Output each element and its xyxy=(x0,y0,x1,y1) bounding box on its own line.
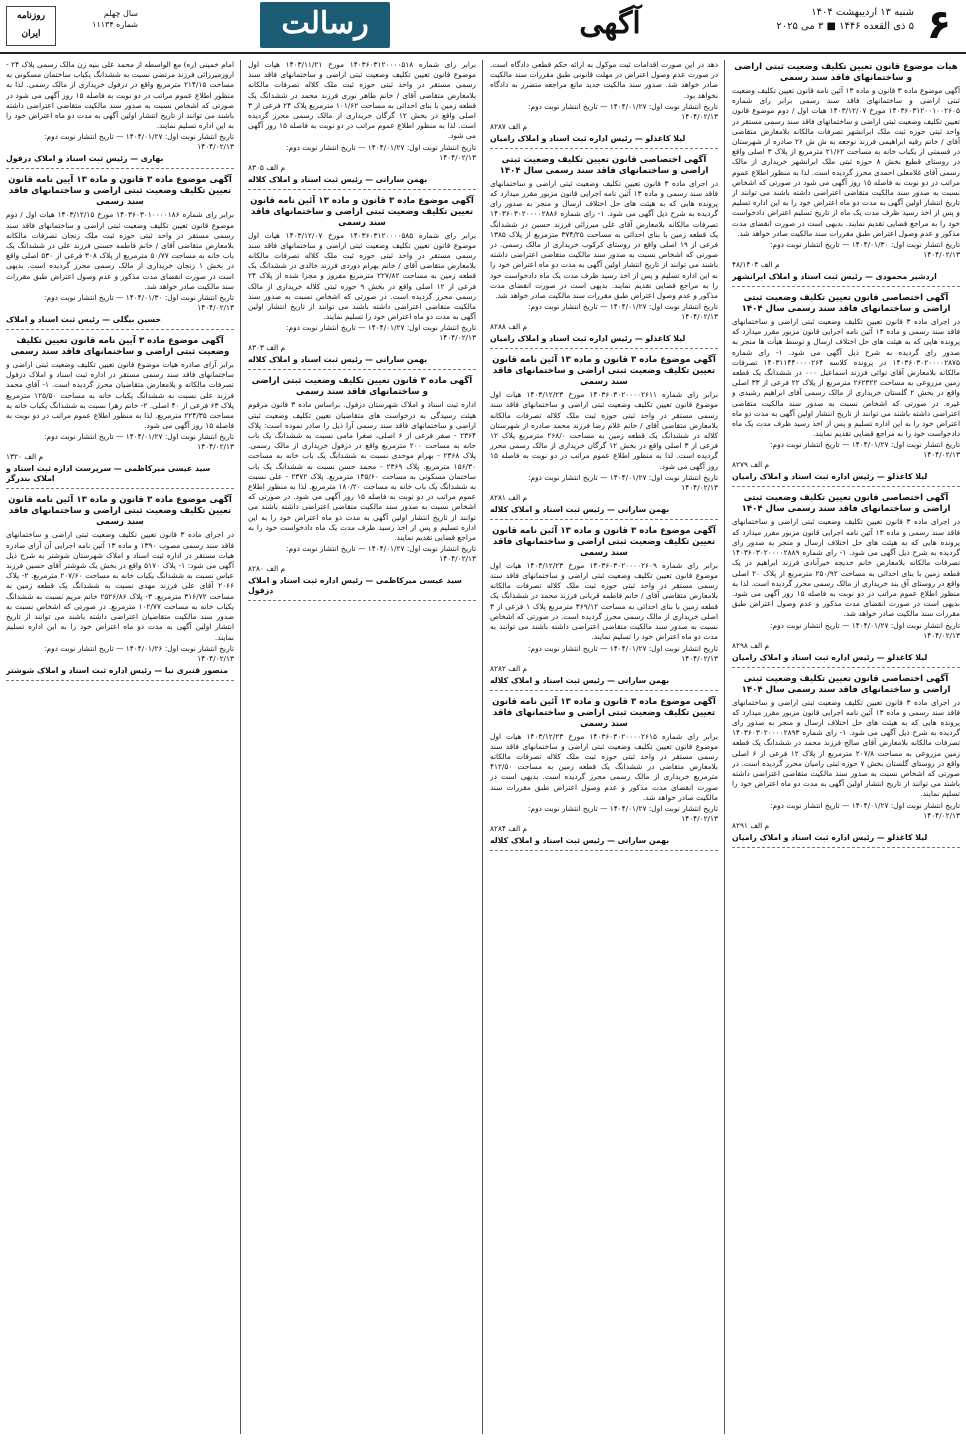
newspaper-logo: رسالت xyxy=(260,2,390,48)
page-number: ۶ xyxy=(926,2,952,48)
notice-dates: تاریخ انتشار نوبت اول: ۱۴۰۴/۰۱/۲۷ — تاریخ انتشار نوبت دوم: ۱۴۰۴/۰۲/۱۳ xyxy=(286,142,476,162)
notice xyxy=(6,495,234,680)
mini-logo-line-2: ایران xyxy=(21,29,41,39)
notice-body: آگهی موضوع ماده ۳ قانون و ماده ۱۳ آئین نامه قانون تعیین تکلیف وضعیت ثبتی اراضی و ساختمانهای فاقد سند رسمی برابر رای شماره ۱۴۰۳۶۰۳۱۲۰۰۱۰۰۲۶۰۵ مورخ ۱۴۰۳/۱۲/۰۷ هیات اول / دوم موضوع قانون تعیین تکلیف وضعیت ثبتی اراضی و ساختمانهای فاقد سند رسمی مستقر در واحد ثبتی حوزه ثبت ملک ابرانشهر تصرفات مالکانه بلامعارض متقاضی آقای / خانم رقیه ابراهیمی فرزند نوجعه به ش ش ۲۶ صادره از شهرستان در قسمتی از یکباب خانه به مساحت ۲۱/۶۲ مترمربع از پلاک ۳ اصلی واقع در روستای قطیع بخش ۸ حوزه ثبتی ملک ابرانشهر خریداری از مالک رسمی آقای غلامعلی احمدی محرز گردیده است. لذا به منظور اطلاع عموم مراتب در دو نوبت به فاصله ۱۵ روز آگهی می شود در صورتی که اشخاص نسبت به صدور سند مالکیت متقاضی اعتراضی داشته باشند می توانند از تاریخ انتشار اولین آگهی به مدت دو ماه اعتراض خود را به این اداره تسلیم و پس از اخذ رسید ظرف مدت یک ماه از تاریخ تسلیم اعتراض دادخواست خود را به مراجع قضایی تقدیم نمایند. بدیهی است در صورت انقضای مدت مذکور و عدم وصول اعتراض طبق مقررات سند مالکیت صادر خواهد شد. xyxy=(732,86,960,238)
notice-dates: تاریخ انتشار نوبت اول: ۱۴۰۴/۰۱/۲۷ — تاریخ انتشار نوبت دوم: ۱۴۰۴/۰۲/۱۳ xyxy=(770,440,960,460)
notice-dates: تاریخ انتشار نوبت اول: ۱۴۰۴/۰۱/۳۰ — تاریخ انتشار نوبت دوم: ۱۴۰۴/۰۲/۱۳ xyxy=(770,240,960,260)
volume-year: سال چهلم xyxy=(103,9,138,18)
notice-body: در اجرای ماده ۳ قانون تعیین تکلیف وضعیت ثبتی اراضی و ساختمانهای فاقد سند رسمی مصوب ۱۳۹۰ و ماده ۱۳ آئین نامه اجرایی آن آرای صادره هیات مستقر در اداره ثبت اسناد و املاک شهرستان شوشتر به شرح ذیل آگهی می شود: ۱- پلاک ۵۱۷۰ واقع در بخش یک شوشتر آقای حسین فرزند عباس نسبت به ششدانگ یکباب خانه به مساحت ۲۰۷/۶۰ مترمربع. ۲- پلاک ۲۰۶۶ آقای علی فرزند مهدی نسبت به ششدانگ یک قطعه زمین به مساحت ۳۱۶/۷۲ مترمربع. ۳- پلاک ۲۵۲۶/۸۶ خانم مریم نسبت به ششدانگ یکباب خانه به مساحت ۱۰۲/۷۷ مترمربع. در صورتی که اشخاص نسبت به صدور سند مالکیت متقاضیان اعتراضی داشته باشند می توانند از تاریخ انتشار اولین آگهی به مدت دو ماه اعتراض خود را به این اداره تسلیم نمایند. xyxy=(6,530,234,642)
notice-dates: تاریخ انتشار نوبت اول: ۱۴۰۴/۰۱/۲۷ — تاریخ انتشار نوبت دوم: ۱۴۰۴/۰۲/۱۳ xyxy=(770,620,960,640)
notice-body: برابر رای شماره ۱۴۰۳۶۰۳۰۲۰۰۰۰۲۶۱۵ مورخ ۱۴۰۳/۱۲/۲۳ هیات اول موضوع قانون تعیین تکلیف وضعیت ثبتی اراضی و ساختمانهای فاقد سند رسمی مستقر در واحد ثبتی حوزه ثبت ملک کلاله تصرفات مالکانه بلامعارض متقاضی در ششدانگ یک قطعه زمین به مساحت ۴۱۲/۵۰ مترمربع خریداری از مالک رسمی محرز گردیده است. بدیهی است در صورت انقضای مدت مذکور و عدم وصول اعتراض طبق مقررات سند مالکیت صادر خواهد شد. xyxy=(490,731,718,802)
notice xyxy=(732,293,960,487)
notice xyxy=(248,376,476,601)
notice-title: آگهی موضوع ماده ۳ قانون و ماده ۱۳ آیین نامه قانون تعیین تکلیف وضعیت ثبتی اراضی و ساختمانهای فاقد سند رسمی xyxy=(8,175,232,208)
notice xyxy=(490,526,718,691)
notice-signature: اردشیر محمودی — رئیس ثبت اسناد و املاک ابرانشهر xyxy=(732,272,937,282)
notice xyxy=(732,62,960,287)
notice-title: آگهی اختصاصی قانون تعیین تکلیف وضعیت ثبتی اراضی و ساختمانهای فاقد سند رسمی سال ۱۴۰۴ xyxy=(741,493,951,515)
notice xyxy=(732,493,960,667)
notice-signature: لیلا کاغذلو — رئیس اداره ثبت اسناد و املاک رامیان xyxy=(732,472,928,482)
notice-body: در اجرای ماده ۳ قانون تعیین تکلیف وضعیت ثبتی اراضی و ساختمانهای فاقد سند رسمی و ماده ۱۳ آئین نامه اجرایی قانون مزبور مقرر میدارد که پرونده هایی که به هیئت های حل اختلاف ارسال و منجر به صدور رای گردیده به شرح ذیل آگهی می شود. ۱- رای شماره ۱۴۰۳۶۰۳۰۲۰۰۰۰۲۸۸۶ تصرفات مالکانه بلامعارض آقای علی میرزائی فرزند حسین در ششدانگ یک قطعه زمین با بنای احداثی به مساحت ۳۷۴/۲۵ مترمربع از پلاک ۱۳۸۵ فرعی از ۱۹ اصلی واقع در روستای کرکوب خریداری از مالک رسمی. در صورتی که اشخاص نسبت به صدور سند مالکیت متقاضی اعتراضی داشته باشند می توانند از تاریخ انتشار اولین آگهی به مدت دو ماه اعتراض خود را به این اداره تسلیم و پس از اخذ رسید ظرف مدت یک ماه دادخواست خود را به مراجع قضایی تقدیم نمایند. بدیهی است در صورت انقضای مدت مذکور و عدم وصول اعتراض طبق مقررات سند مالکیت صادر خواهد شد. xyxy=(490,178,718,301)
notice-dates: تاریخ انتشار نوبت اول: ۱۴۰۴/۰۱/۲۷ — تاریخ انتشار نوبت دوم: ۱۴۰۴/۰۲/۱۳ xyxy=(528,302,718,322)
notice-dates: تاریخ انتشار نوبت اول: ۱۴۰۴/۰۱/۲۶ — تاریخ انتشار نوبت دوم: ۱۴۰۴/۰۲/۱۳ xyxy=(44,643,234,663)
column-2 xyxy=(490,60,718,1434)
notice-body: برابر رای شماره ۱۴۰۳۶۰۳۱۲۰۰۰۰۵۱۸ مورخ ۱۴۰۳/۱۱/۲۱ هیات اول موضوع قانون تعیین تکلیف وضعیت ثبتی اراضی و ساختمانهای فاقد سند رسمی مستقر در واحد ثبتی حوزه ثبت ملک کلاله تصرفات مالکانه بلامعارض متقاضی آقای / خانم طاهر نوری فرزند محمد در ششدانگ یک قطعه زمین با بنای احداثی به مساحت ۱۰۱/۶۲ مترمربع پلاک ۲۴ فرعی از ۳ اصلی واقع در بخش ۱۲ گرگان خریداری از مالک رسمی محرز گردیده است. لذا به منظور اطلاع عموم مراتب در دو نوبت به فاصله ۱۵ روز آگهی می شود. xyxy=(248,60,476,141)
notice-dates: تاریخ انتشار نوبت اول: ۱۴۰۴/۰۱/۲۷ — تاریخ انتشار نوبت دوم: ۱۴۰۴/۰۲/۱۳ xyxy=(44,432,234,452)
notice-body: در اجرای ماده ۳ قانون تعیین تکلیف وضعیت ثبتی اراضی و ساختمانهای فاقد سند رسمی و ماده ۱۳ آئین نامه اجرایی قانون مزبور مقرر میدارد که پرونده هایی که به هیئت های حل اختلاف ارسال و توسط هیأت ها منجر به صدور رای گردیده به شرح ذیل آگهی می شود. ۱- رای شماره ۱۴۰۳۶۰۳۰۲۰۰۰۰۲۸۷۵ در پرونده کلاسه ۱۴۰۳۱۱۴۴۰۰۰۰۲۶۴ تصرفات مالکانه بلامعارض آقای نوائی فرزند اسماعیل ۰۰۰ در ششدانگ یک قطعه زمین مزروعی به مساحت ۲۶۲۳۲۲ مترمربع از پلاک ۲۲ فرعی از ۳۳ اصلی واقع در بخش ۲ گلستان خریداری از مالک رسمی آقای ابراهیم رشیدی و غیره. در صورتی که اشخاص نسبت به صدور سند مالکیت متقاضی اعتراضی داشته باشند می توانند از تاریخ انتشار اولین آگهی به مدت دو ماه اعتراض خود را به این اداره تسلیم و پس از اخذ رسید ظرف مدت یک ماه دادخواست خود را به مراجع قضایی تقدیم نمایند. xyxy=(732,317,960,439)
notice xyxy=(248,60,476,190)
notice-code: م الف ۸۳۰۳ xyxy=(248,343,286,353)
notice-signature: بهمن سارانی — رئیس ثبت اسناد و املاک کلاله xyxy=(248,355,428,365)
notice-dates: تاریخ انتشار نوبت اول: ۱۴۰۴/۰۱/۲۷ — تاریخ انتشار نوبت دوم: ۱۴۰۴/۰۲/۱۳ xyxy=(770,800,960,820)
notice xyxy=(732,674,960,848)
notice-code: م الف ۸۲۸۷ xyxy=(490,121,528,131)
column-1 xyxy=(732,60,960,1434)
notice-code: م الف ۸۲۸۰ xyxy=(248,564,286,574)
notice-title: آگهی اختصاصی قانون تعیین تکلیف وضعیت ثبتی اراضی و ساختمانهای فاقد سند رسمی سال ۱۴۰۴ xyxy=(499,154,709,176)
notice-dates: تاریخ انتشار نوبت اول: ۱۴۰۴/۰۱/۲۷ — تاریخ انتشار نوبت دوم: ۱۴۰۴/۰۲/۱۳ xyxy=(286,323,476,343)
notice xyxy=(6,175,234,330)
notice-signature: لیلا کاغذلو — رئیس اداره ثبت اسناد و املاک رامیان xyxy=(732,652,928,662)
column-divider xyxy=(240,60,241,1434)
notice-signature: بهمن سارانی — رئیس ثبت اسناد و املاک کلاله xyxy=(490,504,670,514)
notice-signature: لیلا کاغذلو — رئیس اداره ثبت اسناد و املاک رامیان xyxy=(732,832,928,842)
notice-signature: لیلا کاغذلو — رئیس اداره ثبت اسناد و املاک رامیان xyxy=(490,334,686,344)
notice xyxy=(490,60,718,149)
notice-signature: بهمن سارانی — رئیس ثبت اسناد و املاک کلاله xyxy=(248,174,428,184)
notice-title: آگهی موضوع ماده ۳ آیین نامه قانون تعیین تکلیف وضعیت ثبتی اراضی و ساختمانهای فاقد سند رسمی xyxy=(10,336,230,358)
notice-code: م الف ۸۳۰۵ xyxy=(248,162,286,172)
notice-signature: لیلا کاغذلو — رئیس اداره ثبت اسناد و املاک رامیان xyxy=(490,133,686,143)
hijri-gregorian-date: ۵ ذی القعده ۱۴۴۶ ■ ۳ می ۲۰۲۵ xyxy=(776,21,914,32)
notice-signature: بهاری — رئیس ثبت اسناد و املاک دزفول xyxy=(6,154,164,164)
issue-meta xyxy=(58,8,138,30)
notice-code: م الف ۱۳۲۰ xyxy=(6,452,44,462)
notice-code: م الف ۸۲۸۴ xyxy=(490,823,528,833)
notice-code: م الف ۸۲۷۹ xyxy=(732,460,770,470)
notice-code: م الف ۴۸/۱۴۰۴ xyxy=(732,260,780,270)
notice-dates: تاریخ انتشار نوبت اول: ۱۴۰۴/۰۱/۲۷ — تاریخ انتشار نوبت دوم: ۱۴۰۴/۰۲/۱۳ xyxy=(528,803,718,823)
notice-body: برابر آرای صادره هیات موضوع قانون تعیین تکلیف وضعیت ثبتی اراضی و ساختمانهای فاقد سند رسمی مستقر در اداره ثبت اسناد و املاک دزفول تصرفات مالکانه و بلامعارض متقاضیان محرز گردیده است. ۱- آقای محمد فرزند علی نسبت به ششدانگ یکباب خانه به مساحت ۱۲۵/۵۰ مترمربع پلاک ۶۳ فرعی از ۴۰ اصلی. ۲- خانم زهرا نسبت به ششدانگ یکباب خانه به مساحت ۲۲۴/۳۵ مترمربع. لذا به منظور اطلاع عموم مراتب در دو نوبت به فاصله ۱۵ روز آگهی می شود. xyxy=(6,360,234,431)
notice-body: برابر رای شماره ۱۴۰۳۶۰۳۱۲۰۰۰۰۵۸۵ مورخ ۱۴۰۳/۱۲/۰۷ هیات اول موضوع قانون تعیین تکلیف وضعیت ثبتی اراضی و ساختمانهای فاقد سند رسمی مستقر در واحد ثبتی حوزه ثبت ملک کلاله تصرفات مالکانه بلامعارض متقاضی آقای / خانم بهرام دوردی فرزند خالدی در ششدانگ یک قطعه زمین به مساحت ۲۲۷/۸۲ مترمربع مفروز و مجزا شده از پلاک ۲۴ فرعی از ۱۲ اصلی واقع در بخش ۹ حوزه ثبتی کلاله خریداری از مالک رسمی محرز گردیده است. در صورتی که اشخاص نسبت به صدور سند مالکیت متقاضی اعتراضی داشته باشند می توانند از تاریخ انتشار اولین آگهی به مدت دو ماه اعتراض خود را تسلیم نمایند. xyxy=(248,230,476,322)
date-block xyxy=(704,6,914,34)
notice-body: در اجرای ماده ۳ قانون تعیین تکلیف وضعیت ثبتی اراضی و ساختمانهای فاقد سند رسمی و ماده ۱۳ آئین نامه اجرایی قانون مزبور مقرر میدارد که پرونده هایی که به هیئت های حل اختلاف ارسال و منجر به صدور رای گردیده به شرح ذیل آگهی می شود. ۱- رای شماره ۱۴۰۳۶۰۳۰۲۰۰۰۰۲۸۸۹ تصرفات مالکانه بلامعارض خانم خدیجه خیرآبادی فرزند ابراهیم در یک قطعه زمین با بنای احداثی به مساحت ۲۵۰/۹۲ مترمربع از پلاک ۲۰ اصلی واقع در روستای آق بند خریداری از مالک رسمی محرز گردیده است. لذا به منظور اطلاع عموم مراتب در دو نوبت به فاصله ۱۵ روز آگهی می شود. بدیهی است در صورت انقضای مدت مذکور و عدم وصول اعتراض طبق مقررات سند مالکیت صادر خواهد شد. xyxy=(732,517,960,619)
notice xyxy=(248,196,476,371)
notice-dates: تاریخ انتشار نوبت اول: ۱۴۰۴/۰۱/۳۰ — تاریخ انتشار نوبت دوم: ۱۴۰۴/۰۲/۱۳ xyxy=(44,293,234,313)
notice-code: م الف ۸۲۸۲ xyxy=(490,663,528,673)
notice-body: اداره ثبت اسناد و املاک شهرستان دزفول. براساس ماده ۳ قانون مرقوم هیئت رسیدگی به درخواست های متقاضیان تعیین تکلیف وضعیت ثبتی اراضی و ساختمانهای فاقد سند رسمی آرا ذیل را صادر نموده است: پلاک ۲۳۶۴ - صفر فرعی از ۶ اصلی، صغرا مامی نسبت به ششدانگ یک باب خانه به مساحت ۲۰۰ مترمربع واقع در دزفول خریداری از مالک رسمی. پلاک ۲۳۶۸ - بهرام موحدی نسبت به ششدانگ یک باب خانه به مساحت ۱۵۶/۳۰ مترمربع. پلاک ۲۳۶۹ - محمد حسن نسبت به ششدانگ یک باب ساختمان مسکونی به مساحت ۱۴۵/۶۰ مترمربع. پلاک ۲۳۷۲ - علی نسبت به ششدانگ یک باب خانه به مساحت ۱۸۰/۲۰ مترمربع. لذا به منظور اطلاع عموم مراتب در دو نوبت به فاصله ۱۵ روز آگهی می شود. در صورتی که اشخاص نسبت به صدور سند مالکیت متقاضی اعتراضی داشته باشند می توانند از تاریخ انتشار اولین آگهی به مدت دو ماه اعتراض خود را به این اداره تسلیم و پس از اخذ رسید ظرف مدت یک ماه دادخواست خود را به مراجع قضایی تقدیم نمایند. xyxy=(248,400,476,543)
mini-logo-line-1: روزنامه xyxy=(17,11,45,21)
notice xyxy=(490,355,718,520)
mini-logo xyxy=(6,6,56,46)
notice-title: هیات موضوع قانون تعیین تکلیف وضعیت ثبتی اراضی و ساختمانهای فاقد سند رسمی xyxy=(734,62,958,83)
notice-signature: منصور قنبری نیا — رئیس اداره ثبت اسناد و املاک شوشتر xyxy=(6,665,228,675)
notice-code: م الف ۸۲۹۸ xyxy=(732,640,770,650)
notice-dates: تاریخ انتشار نوبت اول: ۱۴۰۴/۰۱/۲۷ — تاریخ انتشار نوبت دوم: ۱۴۰۴/۰۲/۱۳ xyxy=(44,132,234,152)
notice-title: آگهی اختصاصی قانون تعیین تکلیف وضعیت ثبتی اراضی و ساختمانهای فاقد سند رسمی سال ۱۴۰۴ xyxy=(741,293,951,315)
notice xyxy=(6,336,234,489)
notice-body: برابر رای شماره ۱۴۰۳۶۰۳۰۱۰۰۰۰۱۸۶ مورخ ۱۴۰۳/۱۲/۱۵ هیات اول / دوم موضوع قانون تعیین تکلیف وضعیت ثبتی اراضی و ساختمانهای فاقد سند رسمی مستقر در واحد ثبتی حوزه ثبت ملک زنجان تصرفات مالکانه بلامعارض متقاضی آقای / خانم فاطمه حسنی فرزند علی در ششدانگ یک باب خانه به مساحت ۵۰/۷۷ مترمربع از پلاک ۳۰۸ فرعی از ۵۳۰ اصلی واقع در بخش ۱ زنجان خریداری از مالک رسمی محرز گردیده است. بدیهی است در صورت انقضای مدت مذکور و عدم وصول اعتراض طبق مقررات سند مالکیت صادر خواهد شد. xyxy=(6,210,234,291)
notice-title: آگهی موضوع ماده ۳ قانون و ماده ۱۳ آئین نامه قانون تعیین تکلیف وضعیت ثبتی اراضی و ساختمانهای فاقد سند رسمی xyxy=(492,525,716,558)
column-4 xyxy=(6,60,234,1434)
notice-signature: حسین بیگلی — رئیس ثبت اسناد و املاک xyxy=(6,315,161,325)
notice-signature: بهمن سارانی — رئیس ثبت اسناد و املاک کلاله xyxy=(490,835,670,845)
column-divider xyxy=(482,60,483,1434)
masthead xyxy=(0,0,966,54)
notice xyxy=(490,697,718,851)
column-3 xyxy=(248,60,476,1434)
notice-title: آگهی موضوع ماده ۳ قانون و ماده ۱۳ آئین نامه قانون تعیین تکلیف وضعیت ثبتی اراضی و ساختمانهای فاقد سند رسمی xyxy=(492,696,716,729)
notice-title: آگهی موضوع ماده ۳ قانون و ماده ۱۳ آئین نامه قانون تعیین تکلیف وضعیت ثبتی اراضی و ساختمانهای فاقد سند رسمی xyxy=(492,355,716,388)
notice-dates: تاریخ انتشار نوبت اول: ۱۴۰۴/۰۱/۲۷ — تاریخ انتشار نوبت دوم: ۱۴۰۴/۰۲/۱۳ xyxy=(286,544,476,564)
notice-title: آگهی موضوع ماده ۳ قانون و ماده ۱۳ آئین نامه قانون تعیین تکلیف وضعیت ثبتی اراضی و ساختمانهای فاقد سند رسمی xyxy=(250,195,474,228)
notice-body: برابر رای شماره ۱۴۰۳۶۰۳۰۲۰۰۰۰۲۶۱۱ مورخ ۱۴۰۳/۱۲/۲۳ هیات اول موضوع قانون تعیین تکلیف وضعیت ثبتی اراضی و ساختمانهای فاقد سند رسمی مستقر در واحد ثبتی حوزه ثبت ملک کلاله تصرفات مالکانه بلامعارض متقاضی آقای / خانم غلام رضا فرزند محمد صادره از شهرستان کلاله در ششدانگ یک قطعه زمین به مساحت ۲۶۸/۰ مترمربع پلاک ۱۲ فرعی از ۳ اصلی واقع در بخش ۱۲ گرگان خریداری از مالک رسمی محرز گردیده است. لذا به منظور اطلاع عموم مراتب در دو نوبت به فاصله ۱۵ روز آگهی می شود. xyxy=(490,390,718,471)
notice-title: آگهی ماده ۳ قانون تعیین تکلیف وضعیت ثبتی اراضی و ساختمانهای فاقد سند رسمی xyxy=(251,376,473,398)
notice xyxy=(6,60,234,169)
notice-signature: سید عیسی میرکاظمی — سرپرست اداره ثبت اسناد و املاک بندرگز xyxy=(6,464,211,484)
notice-title: آگهی موضوع ماده ۳ قانون و ماده ۱۳ آئین نامه قانون تعیین تکلیف وضعیت ثبتی اراضی و ساختمانهای فاقد سند رسمی xyxy=(8,495,232,528)
columns xyxy=(6,60,960,1434)
persian-date: شنبه ۱۳ اردیبهشت ۱۴۰۴ xyxy=(811,7,914,18)
notice-body: امام خمینی (ره) مع الواسطه از محمد علی بنیه زن مالک رسمی پلاک ۲۴ - اروزمیرزائی فرزند مرتضی نسبت به ششدانگ یکباب ساختمان مسکونی به مساحت ۲۱۴/۱۵ مترمربع واقع در دزفول خریداری از مالک رسمی. لذا به منظور اطلاع عموم مراتب در دو نوبت به فاصله ۱۵ روز آگهی می شود در صورتی که اشخاص نسبت به صدور سند مالکیت متقاضی اعتراضی داشته باشند می توانند از تاریخ انتشار اولین آگهی به مدت دو ماه اعتراض خود را به این اداره تسلیم نمایند. xyxy=(6,60,234,131)
notice-title: آگهی اختصاصی قانون تعیین تکلیف وضعیت ثبتی اراضی و ساختمانهای فاقد سند رسمی سال ۱۴۰۴ xyxy=(741,673,951,695)
notice xyxy=(490,155,718,349)
issue-number: شماره ۱۱۱۳۴ xyxy=(92,20,138,29)
notice-code: م الف ۸۲۸۸ xyxy=(490,322,528,332)
column-divider xyxy=(724,60,725,1434)
notice-dates: تاریخ انتشار نوبت اول: ۱۴۰۴/۰۱/۲۷ — تاریخ انتشار نوبت دوم: ۱۴۰۴/۰۲/۱۳ xyxy=(528,472,718,492)
notice-code: م الف ۸۲۸۱ xyxy=(490,492,528,502)
notice-code: م الف ۸۲۹۱ xyxy=(732,820,770,830)
notice-dates: تاریخ انتشار نوبت اول: ۱۴۰۴/۰۱/۲۷ — تاریخ انتشار نوبت دوم: ۱۴۰۴/۰۲/۱۳ xyxy=(528,643,718,663)
notice-body: برابر رای شماره ۱۴۰۳۶۰۳۰۲۰۰۰۰۲۶۰۹ مورخ ۱۴۰۳/۱۲/۲۳ هیات اول موضوع قانون تعیین تکلیف وضعیت ثبتی اراضی و ساختمانهای فاقد سند رسمی مستقر در واحد ثبتی حوزه ثبت ملک کلاله تصرفات مالکانه بلامعارض متقاضی آقای / خانم فاطمه قربانی فرزند محمد در ششدانگ یک قطعه زمین با بنای احداثی به مساحت ۳۶۹/۱۲ مترمربع پلاک ۱ فرعی از ۳ اصلی خریداری از مالک رسمی محرز گردیده است. در صورتی که اشخاص نسبت به صدور سند مالکیت متقاضی اعتراضی داشته باشند می توانند به مدت دو ماه اعتراض خود را تسلیم نمایند. xyxy=(490,560,718,642)
notice-dates: تاریخ انتشار نوبت اول: ۱۴۰۴/۰۱/۲۷ — تاریخ انتشار نوبت دوم: ۱۴۰۴/۰۲/۱۳ xyxy=(528,101,718,121)
section-title: آگهی xyxy=(579,6,641,41)
notice-signature: سید عیسی میرکاظمی — رئیس اداره ثبت اسناد و املاک دزفول xyxy=(248,576,462,596)
notice-body: در اجرای ماده ۳ قانون تعیین تکلیف وضعیت ثبتی اراضی و ساختمانهای فاقد سند رسمی و ماده ۱۳ آئین نامه اجرایی قانون مزبور مقرر میدارد که پرونده هایی که به هیئت های حل اختلاف ارسال و منجر به صدور رای گردیده به شرح ذیل آگهی می شود. ۱- رای شماره ۱۴۰۳۶۰۳۰۲۰۰۰۰۲۸۹۳ تصرفات مالکانه بلامعارض آقای صالح فرزند محمد در ششدانگ یک قطعه زمین مزروعی به مساحت ۲۰۷/۸ مترمربع از پلاک ۱۲ فرعی از ۶ اصلی واقع در روستای گلستان بخش ۷ حوزه ثبتی رامیان محرز گردیده است. در صورتی که اشخاص نسبت به صدور سند مالکیت متقاضی اعتراضی داشته باشند می توانند از تاریخ انتشار اولین آگهی به مدت دو ماه اعتراض خود را تسلیم نمایند. xyxy=(732,697,960,799)
notice-body: دهد در این صورت اقدامات ثبت موکول به ارائه حکم قطعی دادگاه است. در صورت عدم وصول اعتراض در مهلت قانونی طبق مقررات سند مالکیت صادر خواهد شد. صدور سند مالکیت جدید مانع مراجعه متضرر به دادگاه نخواهد بود. xyxy=(490,60,718,100)
notice-signature: بهمن سارانی — رئیس ثبت اسناد و املاک کلاله xyxy=(490,675,670,685)
